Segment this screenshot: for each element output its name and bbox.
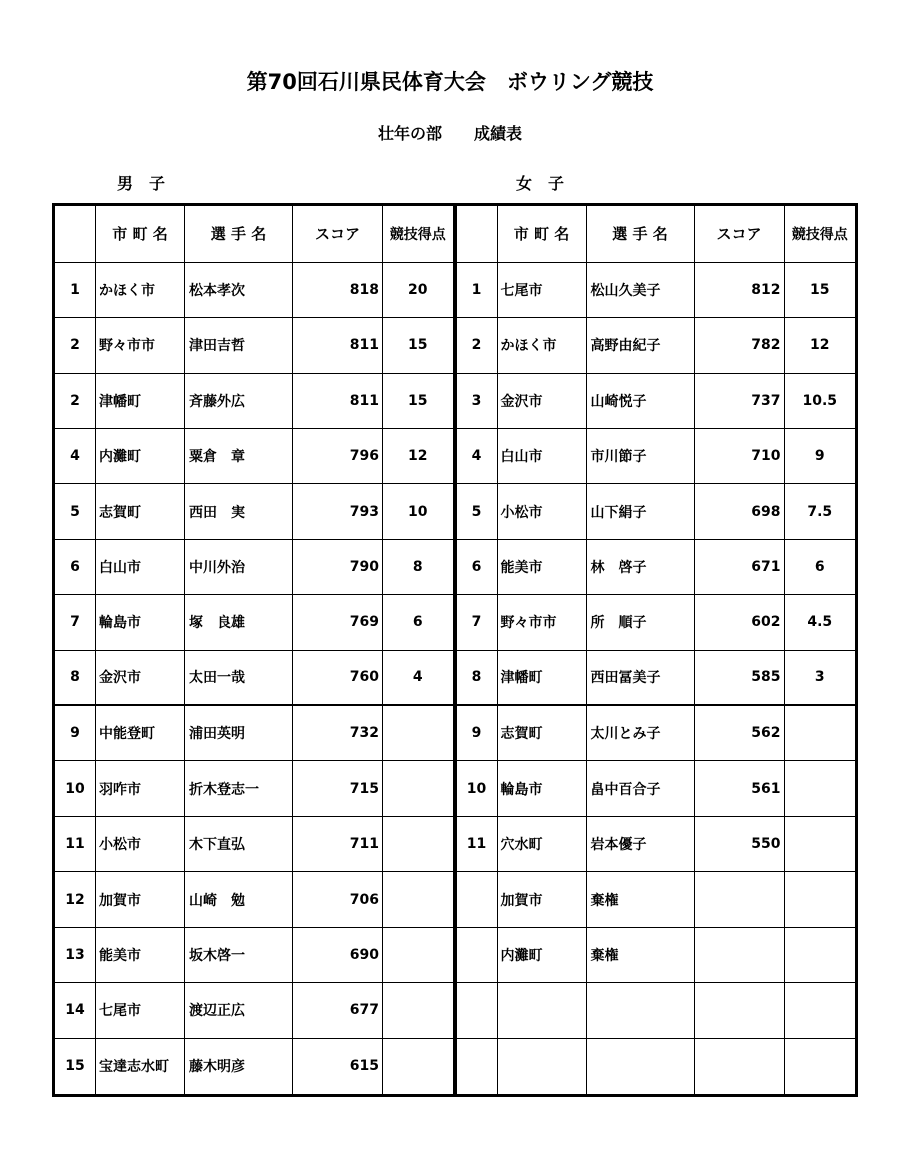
women-section-label: 女 子: [516, 174, 565, 193]
city-cell: [498, 983, 587, 1037]
men-table-row: [55, 595, 453, 650]
score-cell: 711: [293, 817, 383, 871]
score-cell: 732: [293, 706, 383, 760]
city-cell: 穴水町: [498, 817, 587, 871]
city-cell: 志賀町: [96, 484, 185, 538]
points-cell: 15: [408, 392, 428, 409]
city-cell: 加賀市: [498, 872, 587, 926]
rank-cell: 15: [55, 1039, 96, 1094]
women-table-row: [457, 595, 856, 650]
points-cell: 15: [810, 281, 830, 298]
name-cell: 津田吉哲: [185, 318, 293, 372]
women-table-row: [457, 374, 856, 429]
men-header-score: スコア: [293, 206, 383, 262]
score-cell: 698: [695, 484, 785, 538]
city-cell: 七尾市: [96, 983, 185, 1037]
score-cell: 671: [695, 540, 785, 594]
city-cell: 津幡町: [96, 374, 185, 428]
city-cell: 能美市: [498, 540, 587, 594]
points-cell: 7.5: [807, 503, 833, 520]
rank-cell: 14: [55, 983, 96, 1037]
name-cell: 山崎悦子: [587, 374, 695, 428]
points-cell: [383, 872, 453, 926]
points-cell: 3: [814, 669, 825, 686]
score-cell: 796: [293, 429, 383, 483]
rank-cell: 11: [457, 817, 498, 871]
points-cell: 12: [408, 448, 428, 465]
rank-cell: 6: [457, 540, 498, 594]
men-table-row: [55, 651, 453, 706]
city-cell: 白山市: [96, 540, 185, 594]
women-header-row: [457, 206, 856, 263]
rank-cell: 4: [457, 429, 498, 483]
points-cell: [785, 983, 856, 1037]
city-cell: 七尾市: [498, 263, 587, 317]
score-cell: 602: [695, 595, 785, 649]
city-cell: 羽咋市: [96, 761, 185, 815]
points-cell: [383, 1039, 453, 1094]
rank-cell: 4: [55, 429, 96, 483]
rank-cell: 11: [55, 817, 96, 871]
name-cell: 藤木明彦: [185, 1039, 293, 1094]
score-cell: 737: [695, 374, 785, 428]
rank-cell: [457, 928, 498, 982]
men-results-table: [55, 206, 456, 1094]
city-cell: 内灘町: [96, 429, 185, 483]
women-table-row: [457, 429, 856, 484]
name-cell: 木下直弘: [185, 817, 293, 871]
men-table-row: [55, 983, 453, 1038]
city-cell: 志賀町: [498, 706, 587, 760]
women-table-row: [457, 318, 856, 373]
rank-cell: [457, 983, 498, 1037]
name-cell: 林 啓子: [587, 540, 695, 594]
score-cell: [695, 983, 785, 1037]
score-cell: 550: [695, 817, 785, 871]
score-cell: 677: [293, 983, 383, 1037]
women-table-row: [457, 263, 856, 318]
women-header-points: 競技得点: [791, 226, 848, 243]
women-table-row: [457, 540, 856, 595]
city-cell: 小松市: [498, 484, 587, 538]
rank-cell: 2: [55, 318, 96, 372]
score-cell: 690: [293, 928, 383, 982]
men-table-row: [55, 263, 453, 318]
women-table-row: [457, 983, 856, 1038]
name-cell: 棄権: [587, 928, 695, 982]
score-cell: 782: [695, 318, 785, 372]
points-cell: [383, 817, 453, 871]
score-cell: [695, 928, 785, 982]
men-table-row: [55, 928, 453, 983]
rank-cell: 10: [55, 761, 96, 815]
city-cell: 内灘町: [498, 928, 587, 982]
city-cell: かほく市: [498, 318, 587, 372]
men-header-points: 競技得点: [389, 226, 446, 243]
points-cell: 6: [412, 614, 423, 631]
city-cell: 宝達志水町: [96, 1039, 185, 1094]
city-cell: 小松市: [96, 817, 185, 871]
women-table-row: [457, 706, 856, 761]
name-cell: 太川とみ子: [587, 706, 695, 760]
women-table-row: [457, 484, 856, 539]
women-table-row: [457, 1039, 856, 1094]
name-cell: 所 順子: [587, 595, 695, 649]
points-cell: [383, 928, 453, 982]
rank-cell: [457, 1039, 498, 1094]
men-table-row: [55, 374, 453, 429]
name-cell: 太田一哉: [185, 651, 293, 704]
city-cell: かほく市: [96, 263, 185, 317]
name-cell: 渡辺正広: [185, 983, 293, 1037]
points-cell: 4: [412, 669, 423, 686]
rank-cell: 10: [457, 761, 498, 815]
score-cell: 760: [293, 651, 383, 704]
name-cell: 岩本優子: [587, 817, 695, 871]
rank-cell: 12: [55, 872, 96, 926]
city-cell: 野々市市: [96, 318, 185, 372]
points-cell: 4.5: [807, 614, 833, 631]
points-cell: [785, 761, 856, 815]
points-cell: [785, 817, 856, 871]
men-header-city: 市 町 名: [96, 206, 185, 262]
name-cell: 斉藤外広: [185, 374, 293, 428]
men-section-label: 男 子: [117, 174, 166, 193]
rank-cell: 1: [55, 263, 96, 317]
name-cell: 松本孝次: [185, 263, 293, 317]
rank-cell: 8: [55, 651, 96, 704]
score-cell: 811: [293, 318, 383, 372]
city-cell: 野々市市: [498, 595, 587, 649]
score-cell: 812: [695, 263, 785, 317]
women-table-row: [457, 928, 856, 983]
rank-cell: 2: [55, 374, 96, 428]
rank-cell: 5: [457, 484, 498, 538]
name-cell: 山崎 勉: [185, 872, 293, 926]
men-table-row: [55, 540, 453, 595]
name-cell: 塚 良雄: [185, 595, 293, 649]
rank-cell: 1: [457, 263, 498, 317]
points-cell: 9: [814, 448, 825, 465]
name-cell: 松山久美子: [587, 263, 695, 317]
name-cell: [587, 983, 695, 1037]
rank-cell: 7: [457, 595, 498, 649]
men-table-row: [55, 872, 453, 927]
men-table-row: [55, 817, 453, 872]
women-results-table: [456, 206, 856, 1094]
score-cell: 769: [293, 595, 383, 649]
name-cell: 西田冨美子: [587, 651, 695, 704]
men-header-row: [55, 206, 453, 263]
page-subtitle: 壮年の部 成績表: [377, 124, 522, 143]
city-cell: [498, 1039, 587, 1094]
name-cell: 坂木啓一: [185, 928, 293, 982]
women-header-city: 市 町 名: [498, 206, 587, 262]
score-cell: 706: [293, 872, 383, 926]
rank-cell: 7: [55, 595, 96, 649]
name-cell: 浦田英明: [185, 706, 293, 760]
men-header-name: 選 手 名: [185, 206, 293, 262]
city-cell: 津幡町: [498, 651, 587, 704]
women-header-rank: [457, 206, 498, 262]
rank-cell: 9: [457, 706, 498, 760]
women-header-score: スコア: [695, 206, 785, 262]
city-cell: 加賀市: [96, 872, 185, 926]
women-table-row: [457, 651, 856, 706]
points-cell: 12: [810, 337, 830, 354]
points-cell: [785, 706, 856, 760]
women-table-row: [457, 817, 856, 872]
rank-cell: 5: [55, 484, 96, 538]
women-table-row: [457, 872, 856, 927]
points-cell: [785, 1039, 856, 1094]
men-header-rank: [55, 206, 96, 262]
score-cell: [695, 1039, 785, 1094]
men-table-row: [55, 484, 453, 539]
rank-cell: 2: [457, 318, 498, 372]
name-cell: 高野由紀子: [587, 318, 695, 372]
name-cell: [587, 1039, 695, 1094]
points-cell: [383, 761, 453, 815]
rank-cell: 8: [457, 651, 498, 704]
results-table: [52, 203, 858, 1097]
city-cell: 輪島市: [498, 761, 587, 815]
name-cell: 市川節子: [587, 429, 695, 483]
name-cell: 山下絹子: [587, 484, 695, 538]
name-cell: 西田 実: [185, 484, 293, 538]
name-cell: 折木登志一: [185, 761, 293, 815]
score-cell: 790: [293, 540, 383, 594]
men-table-row: [55, 429, 453, 484]
score-cell: 710: [695, 429, 785, 483]
men-table-row: [55, 318, 453, 373]
points-cell: 10.5: [802, 392, 838, 409]
score-cell: 585: [695, 651, 785, 704]
score-cell: [695, 872, 785, 926]
name-cell: 粟倉 章: [185, 429, 293, 483]
points-cell: [383, 706, 453, 760]
score-cell: 561: [695, 761, 785, 815]
points-cell: [383, 983, 453, 1037]
men-table-row: [55, 706, 453, 761]
city-cell: 輪島市: [96, 595, 185, 649]
name-cell: 中川外治: [185, 540, 293, 594]
city-cell: 白山市: [498, 429, 587, 483]
men-table-row: [55, 1039, 453, 1094]
women-header-name: 選 手 名: [587, 206, 695, 262]
page-title: 第70回石川県民体育大会 ボウリング競技: [246, 70, 654, 94]
rank-cell: [457, 872, 498, 926]
city-cell: 金沢市: [498, 374, 587, 428]
score-cell: 715: [293, 761, 383, 815]
score-cell: 818: [293, 263, 383, 317]
score-cell: 562: [695, 706, 785, 760]
city-cell: 能美市: [96, 928, 185, 982]
points-cell: [785, 872, 856, 926]
score-cell: 793: [293, 484, 383, 538]
score-cell: 615: [293, 1039, 383, 1094]
name-cell: 畠中百合子: [587, 761, 695, 815]
score-cell: 811: [293, 374, 383, 428]
women-table-row: [457, 761, 856, 816]
name-cell: 棄権: [587, 872, 695, 926]
rank-cell: 6: [55, 540, 96, 594]
rank-cell: 13: [55, 928, 96, 982]
rank-cell: 9: [55, 706, 96, 760]
points-cell: 20: [408, 281, 428, 298]
points-cell: 15: [408, 337, 428, 354]
points-cell: [785, 928, 856, 982]
city-cell: 金沢市: [96, 651, 185, 704]
points-cell: 6: [814, 558, 825, 575]
points-cell: 8: [412, 558, 423, 575]
points-cell: 10: [408, 503, 428, 520]
city-cell: 中能登町: [96, 706, 185, 760]
men-table-row: [55, 761, 453, 816]
rank-cell: 3: [457, 374, 498, 428]
